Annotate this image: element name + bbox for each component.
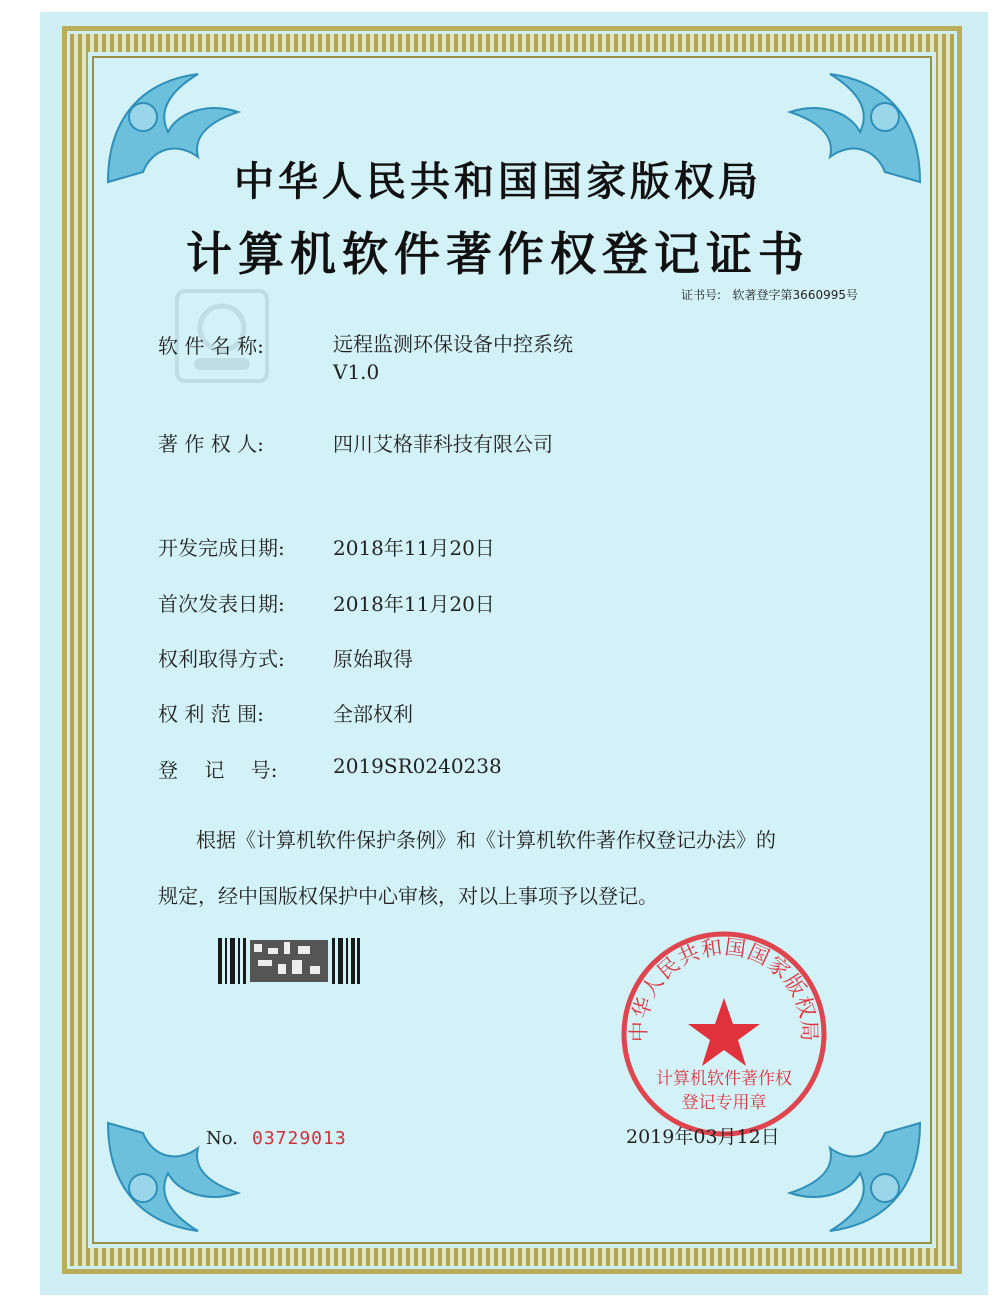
- field-rights-scope: [158, 698, 413, 727]
- field-value: 原始取得: [333, 647, 413, 671]
- field-acquisition-method: [158, 643, 413, 672]
- serial-number-label: No.: [206, 1128, 238, 1149]
- barcode-icon: [218, 938, 360, 984]
- field-label: 开发完成日期:: [158, 536, 285, 560]
- field-label: 著 作 权 人:: [158, 432, 264, 456]
- field-software-name: [158, 330, 573, 386]
- certificate-title: 计算机软件著作权登记证书: [186, 227, 810, 281]
- seal-text-line-1: 计算机软件著作权: [656, 1069, 792, 1089]
- official-seal: [618, 928, 830, 1140]
- field-value: 全部权利: [333, 702, 413, 726]
- field-publication-date: [158, 588, 495, 617]
- field-value: 四川艾格菲科技有限公司: [333, 432, 553, 456]
- serial-number-value: 03729013: [252, 1128, 347, 1149]
- seal-star-icon: [688, 998, 760, 1066]
- field-development-date: [158, 532, 495, 561]
- field-label: 首次发表日期:: [158, 592, 285, 616]
- field-value: 2018年11月20日: [333, 592, 495, 616]
- certificate-number-label: 证书号:: [681, 288, 722, 302]
- field-label: 登 记 号:: [158, 758, 278, 782]
- issue-date: 2019年03月12日: [626, 1126, 780, 1148]
- statement-line-1: 根据《计算机软件保护条例》和《计算机软件著作权登记办法》的: [196, 828, 776, 852]
- field-registration-number: [158, 754, 502, 783]
- seal-ring-text: 中华人民共和国国家版权局: [626, 934, 822, 1043]
- field-value: 2018年11月20日: [333, 536, 495, 560]
- issuer-title: 中华人民共和国国家版权局: [234, 158, 762, 205]
- seal-text-line-2: 登记专用章: [681, 1093, 767, 1113]
- certificate-number: [681, 286, 858, 303]
- field-value: 2019SR0240238: [333, 754, 502, 778]
- field-copyright-owner: [158, 428, 553, 457]
- field-value: 远程监测环保设备中控系统 V1.0: [333, 332, 573, 384]
- field-label: 权利取得方式:: [158, 647, 285, 671]
- certificate-number-value: 软著登字第3660995号: [732, 288, 858, 302]
- field-label: 软 件 名 称:: [158, 334, 264, 358]
- field-label: 权 利 范 围:: [158, 702, 264, 726]
- statement-line-2: 规定，经中国版权保护中心审核，对以上事项予以登记。: [158, 884, 658, 908]
